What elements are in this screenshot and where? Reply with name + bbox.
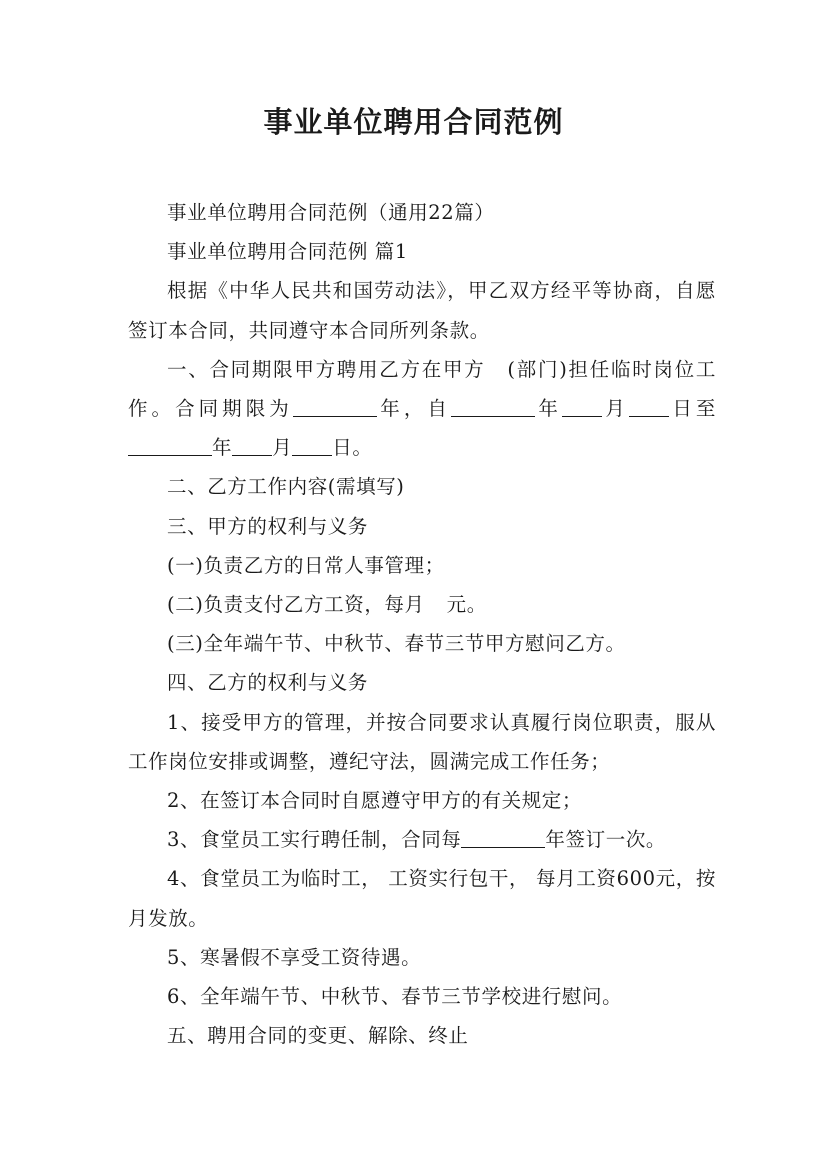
- text-segment: (二)负责支付乙方工资，每月: [167, 593, 425, 617]
- text-segment: 日。: [332, 436, 373, 460]
- fill-blank-start-year: [451, 397, 535, 418]
- text-segment: 月: [272, 436, 293, 460]
- text-segment: 年，自: [376, 397, 451, 421]
- text-segment: 日至: [668, 397, 717, 421]
- paragraph-party-a-item-2: [128, 585, 716, 624]
- text-segment: 一、合同期限甲方聘用乙方在甲方: [167, 357, 486, 381]
- fill-blank-end-month: [232, 436, 272, 457]
- text-segment: (部门)担任临时岗位工作。合同期限为: [128, 357, 716, 421]
- document-title: 事业单位聘用合同范例: [263, 105, 564, 139]
- paragraph-party-b-item-4: 4、食堂员工为临时工， 工资实行包干， 每月工资600元，按月发放。: [128, 867, 716, 930]
- document-body: [128, 193, 716, 1055]
- paragraph-preamble: 根据《中华人民共和国劳动法》，甲乙双方经平等协商，自愿签订本合同，共同遵守本合同所列条款。: [128, 279, 716, 342]
- paragraph-party-b-item-5: 5、寒暑假不享受工资待遇。: [167, 945, 422, 969]
- text-segment: 3、食堂员工实行聘任制，合同每: [167, 828, 462, 852]
- paragraph-party-a-item-1: (一)负责乙方的日常人事管理；: [167, 553, 445, 577]
- paragraph-subtitle: 事业单位聘用合同范例（通用22篇）: [167, 201, 495, 224]
- paragraph-work-content: 二、乙方工作内容(需填写): [167, 475, 405, 499]
- paragraph-party-b-item-6: 6、全年端午节、中秋节、春节三节学校进行慰问。: [167, 985, 623, 1009]
- paragraph-termination-heading: 五、聘用合同的变更、解除、终止: [167, 1024, 469, 1048]
- paragraph-party-a-item-3: (三)全年端午节、中秋节、春节三节甲方慰问乙方。: [167, 632, 626, 656]
- text-segment: 年: [212, 436, 233, 460]
- paragraph-party-a-heading: 三、甲方的权利与义务: [167, 514, 369, 538]
- text-segment: 年签订一次。: [545, 828, 667, 852]
- fill-blank-start-month: [562, 397, 602, 418]
- fill-blank-years: [293, 397, 377, 418]
- paragraph-section-heading: 事业单位聘用合同范例 篇1: [167, 240, 408, 264]
- fill-blank-end-year: [128, 436, 212, 457]
- text-segment: 年: [534, 397, 562, 421]
- paragraph-party-b-item-3: [128, 820, 716, 859]
- fill-blank-end-day: [292, 436, 332, 457]
- paragraph-contract-term: [128, 350, 716, 468]
- fill-blank-start-day: [629, 397, 669, 418]
- paragraph-party-b-item-2: 2、在签订本合同时自愿遵守甲方的有关规定；: [167, 789, 583, 813]
- paragraph-party-b-item-1: 1、接受甲方的管理，并按合同要求认真履行岗位职责，服从工作岗位安排或调整，遵纪守法，圆满完成工作任务；: [128, 710, 716, 773]
- text-segment: 月: [601, 397, 629, 421]
- fill-blank-renewal-years: [461, 828, 545, 849]
- paragraph-party-b-heading: 四、乙方的权利与义务: [167, 671, 369, 695]
- text-segment: 元。: [446, 593, 487, 617]
